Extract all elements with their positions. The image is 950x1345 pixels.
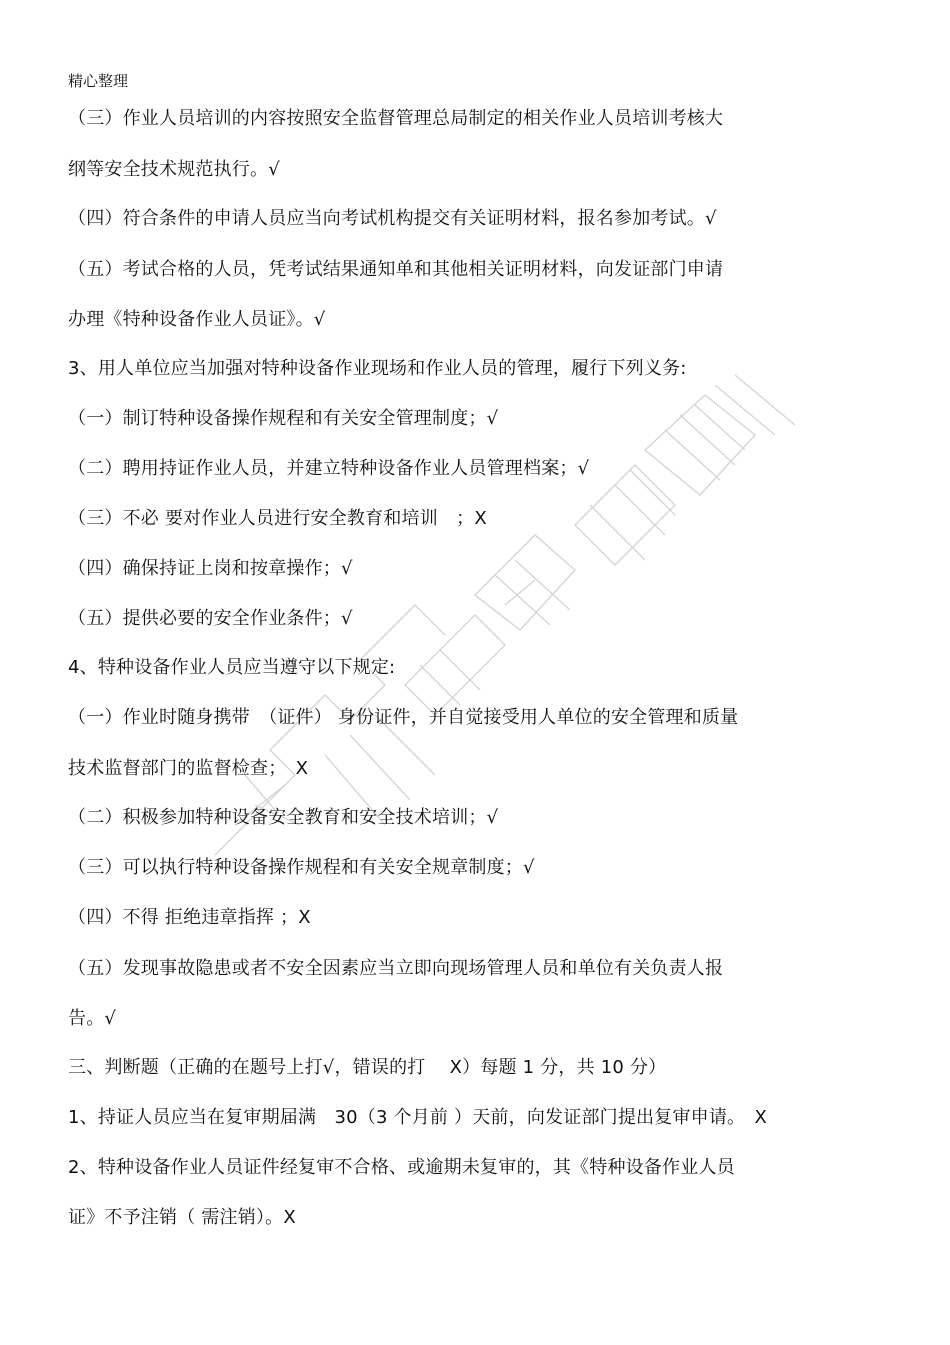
text-line: （四）不得 拒绝违章指挥 ；X [68, 907, 311, 928]
text-line: （一）作业时随身携带 （证件） 身份证件，并自觉接受用人单位的安全管理和质量 [68, 707, 739, 728]
text-line: （三）作业人员培训的内容按照安全监督管理总局制定的相关作业人员培训考核大 [68, 108, 724, 129]
text-line: （五）提供必要的安全作业条件；√ [68, 608, 353, 629]
text-line: （二）积极参加特种设备安全教育和安全技术培训；√ [68, 807, 499, 828]
section-heading: 三、判断题（正确的在题号上打√，错误的打 X）每题 1 分，共 10 分） [68, 1057, 667, 1078]
section-heading: 3、用人单位应当加强对特种设备作业现场和作业人员的管理，履行下列义务: [68, 358, 687, 379]
text-line: （四）确保持证上岗和按章操作；√ [68, 558, 353, 579]
header-label: 精心整理 [68, 72, 129, 90]
text-line: （二）聘用持证作业人员，并建立特种设备作业人员管理档案；√ [68, 458, 590, 479]
text-line: 办理《特种设备作业人员证》。√ [68, 309, 326, 330]
text-line: （一）制订特种设备操作规程和有关安全管理制度；√ [68, 408, 499, 429]
text-line: （三）不必 要对作业人员进行安全教育和培训 ；X [68, 508, 487, 529]
text-line: 技术监督部门的监督检查； X [68, 758, 309, 779]
text-line: （四）符合条件的申请人员应当向考试机构提交有关证明材料，报名参加考试。√ [68, 208, 717, 229]
text-line: 证》不予注销（ 需注销）。X [68, 1207, 296, 1228]
text-line: （五）发现事故隐患或者不安全因素应当立即向现场管理人员和单位有关负责人报 [68, 958, 724, 979]
text-line: （三）可以执行特种设备操作规程和有关安全规章制度；√ [68, 857, 535, 878]
text-line: 纲等安全技术规范执行。√ [68, 159, 280, 180]
text-line: （五）考试合格的人员，凭考试结果通知单和其他相关证明材料，向发证部门申请 [68, 259, 724, 280]
text-line: 2、特种设备作业人员证件经复审不合格、或逾期未复审的，其《特种设备作业人员 [68, 1157, 735, 1178]
section-heading: 4、特种设备作业人员应当遵守以下规定: [68, 657, 396, 678]
text-line: 告。√ [68, 1008, 117, 1029]
text-line: 1、持证人员应当在复审期届满 30（3 个月前 ）天前，向发证部门提出复审申请。 X [68, 1107, 767, 1128]
